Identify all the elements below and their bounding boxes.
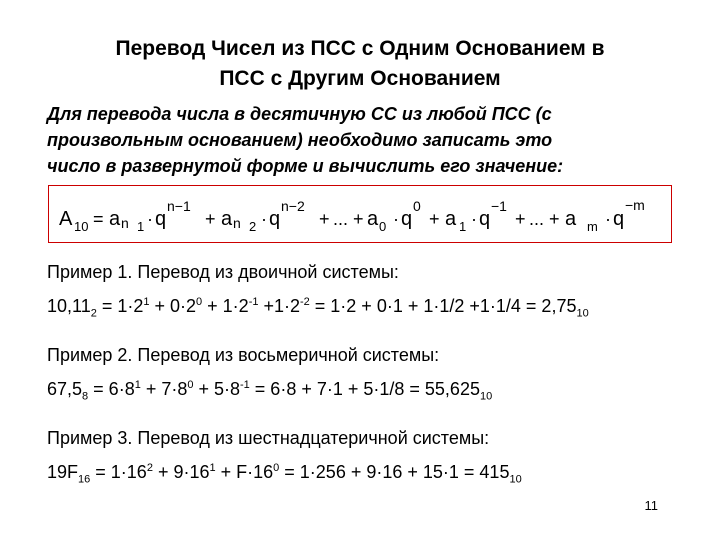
formula-ellipsis: ... <box>333 209 349 229</box>
example-1-heading: Пример 1. Перевод из двоичной системы: <box>47 262 399 282</box>
formula-plus: + <box>319 209 330 229</box>
formula-plus: + <box>429 209 440 229</box>
formula-q: q <box>155 208 167 230</box>
formula-exp-n-1: n−1 <box>167 198 191 214</box>
formula-sub-minus-1: 1 <box>137 219 145 234</box>
intro-line-2: произвольным основанием) необходимо записать это <box>47 130 553 150</box>
formula-plus: + <box>205 209 216 229</box>
formula-dot: · <box>471 209 477 229</box>
example-2-calculation: $67,5_8 = 6\cdot 8^1 + 7\cdot 8^0 + 5\cdot 8^{-1} = 6\cdot 8 + 7\cdot 1 + 5\cdot 1/8 = 55,625_{10}$ <box>47 379 493 403</box>
example-2-heading: Пример 2. Перевод из восьмеричной системы: <box>47 345 440 365</box>
formula-plus: + <box>515 209 526 229</box>
formula-dot: · <box>393 209 399 229</box>
slide-title <box>40 34 680 94</box>
formula-a-n2: a <box>221 208 233 230</box>
intro-line-3: число в развернутой форме и вычислить его значение: <box>47 156 564 176</box>
formula-q: q <box>401 208 413 230</box>
formula-A: A <box>59 208 73 230</box>
formula-sub-minus-2: 2 <box>249 219 257 234</box>
example-1-calculation: $10,11_2 = 1\cdot 2^1 + 0\cdot 2^0 + 1\cdot 2^{-1} +1\cdot 2^{-2} = 1\cdot 2 + 0\cdot 1 + 1\cdot 1/2 +1\cdot 1/4 = 2,75_{10}$ <box>47 296 589 320</box>
formula-sub-0: 0 <box>379 219 387 234</box>
formula-a-m: a <box>565 208 577 230</box>
formula-a0: a <box>367 208 379 230</box>
example-3-heading: Пример 3. Перевод из шестнадцатеричной системы: <box>47 428 490 448</box>
formula-ellipsis: ... <box>529 209 545 229</box>
formula-exp-0: 0 <box>413 198 421 214</box>
formula-exp-minus-1: −1 <box>491 198 507 214</box>
formula-dot: · <box>605 209 611 229</box>
formula-exp-n-2: n−2 <box>281 198 305 214</box>
formula-a-n: a <box>109 208 121 230</box>
expansion-formula-box <box>48 185 672 243</box>
formula-sub-minus-m: m <box>587 219 598 234</box>
formula-plus: + <box>353 209 364 229</box>
page-number: 11 <box>644 498 658 513</box>
title-line-2: ПСС с Другим Основанием <box>219 67 501 90</box>
intro-paragraph <box>47 101 673 179</box>
formula-sub-n2: n <box>233 215 241 231</box>
title-line-1: Перевод Чисел из ПСС с Одним Основанием в <box>115 37 605 60</box>
formula-equals: = <box>93 209 104 229</box>
formula-exp-minus-m: −m <box>625 197 645 213</box>
formula-q: q <box>479 208 491 230</box>
formula-dot: · <box>147 209 153 229</box>
formula-A-base: 10 <box>74 219 89 234</box>
intro-line-1: Для перевода числа в десятичную СС из любой ПСС (с <box>47 104 552 124</box>
formula-plus: + <box>549 209 560 229</box>
example-3-calculation: $19F_{16} = 1\cdot 16^2 + 9\cdot 16^1 + F\cdot 16^0 = 1\cdot 256 + 9\cdot 16 + 15\cdot 1 = 415_{10}$ <box>47 462 522 486</box>
formula-q: q <box>613 208 625 230</box>
formula-sub-1: 1 <box>459 219 467 234</box>
formula-sub-n: n <box>121 215 129 231</box>
formula-dot: · <box>261 209 267 229</box>
formula-q: q <box>269 208 281 230</box>
formula-a-1: a <box>445 208 457 230</box>
expansion-formula <box>49 186 673 244</box>
